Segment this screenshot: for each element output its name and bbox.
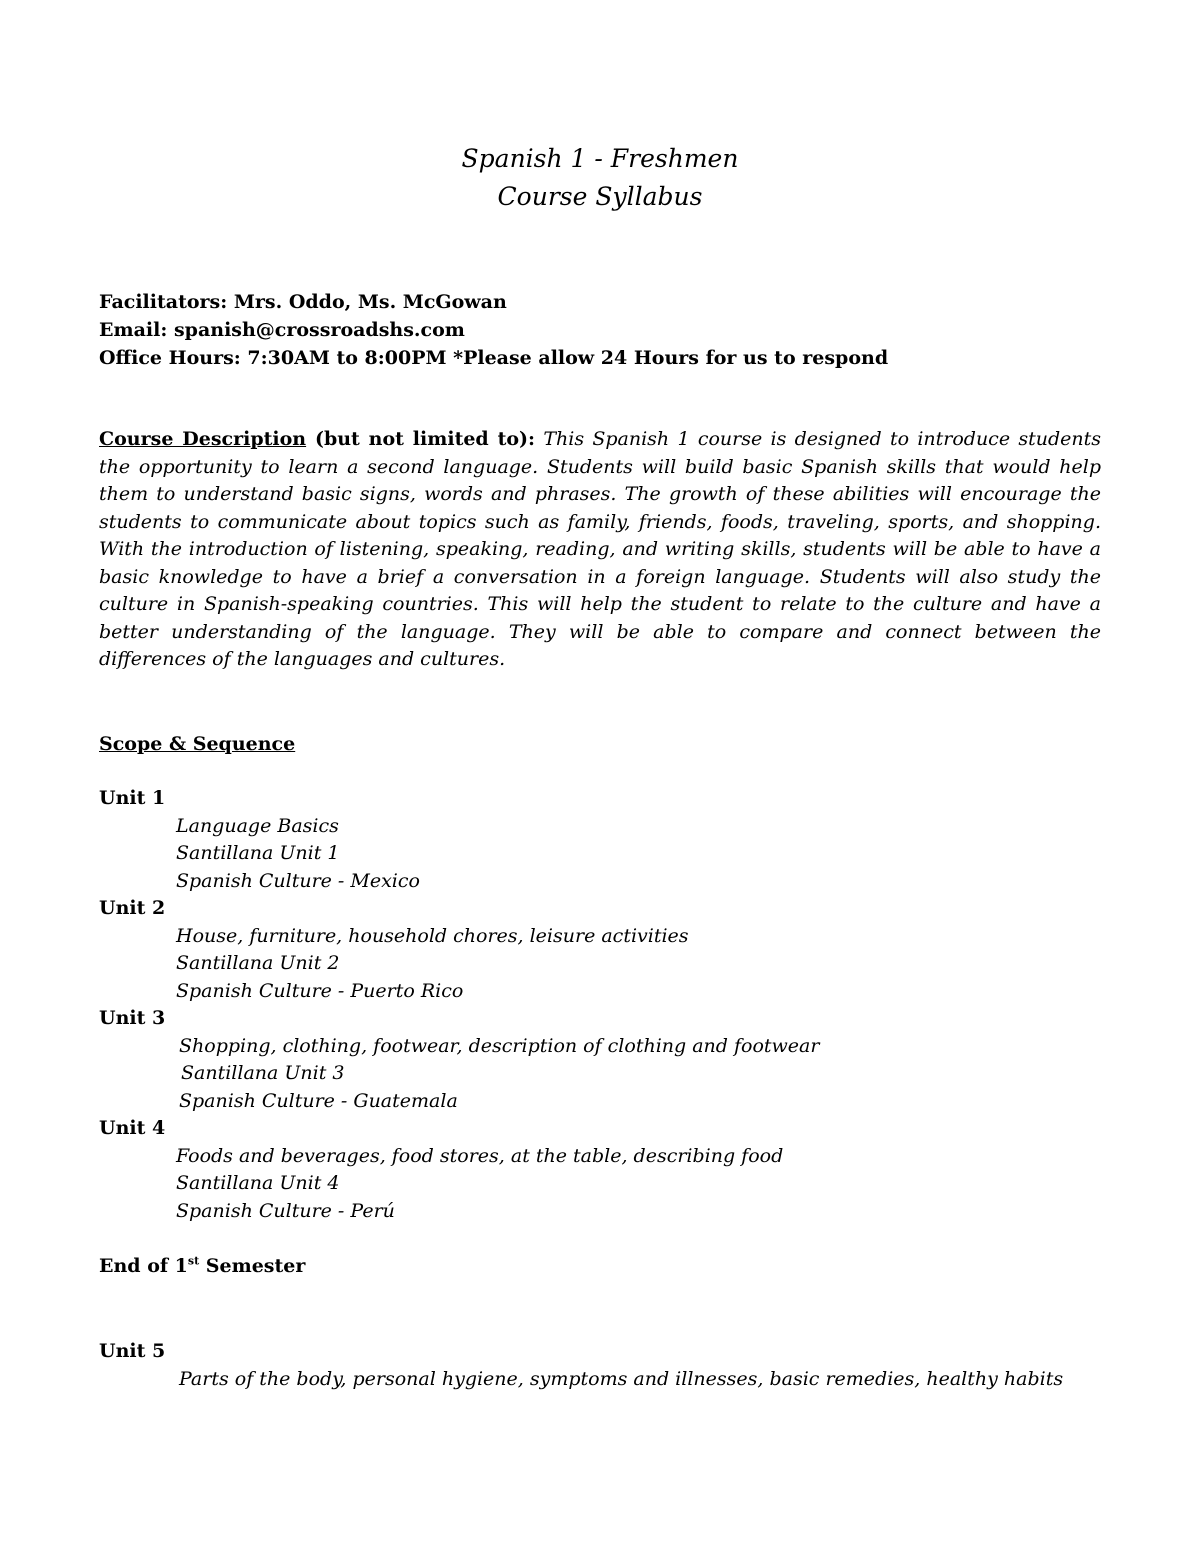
course-description-heading-qualifier: (but not limited to): [306, 428, 536, 450]
email-line: Email: spanish@crossroadshs.com [99, 319, 465, 341]
page-title: Spanish 1 - Freshmen [461, 144, 739, 173]
unit-item: Santillana Unit 1 [176, 842, 340, 864]
unit-item: Shopping, clothing, footwear, description of clothing and footwear [179, 1034, 820, 1057]
unit-3 [99, 1005, 1109, 1115]
facilitators-line: Facilitators: Mrs. Oddo, Ms. McGowan [99, 291, 507, 313]
unit-item: Santillana Unit 4 [176, 1172, 340, 1194]
unit-5 [99, 1337, 1109, 1393]
unit-title: Unit 1 [99, 787, 166, 809]
unit-item: Spanish Culture - Guatemala [179, 1089, 458, 1112]
unit-1 [99, 785, 1109, 895]
semester-end-suffix: Semester [199, 1255, 306, 1277]
unit-2 [99, 895, 1109, 1005]
unit-item: Parts of the body, personal hygiene, symptoms and illnesses, basic remedies, healthy habits [179, 1368, 1064, 1390]
unit-item: Foods and beverages, food stores, at the table, describing food [176, 1144, 784, 1167]
title-block [0, 140, 1200, 216]
contact-info [99, 288, 888, 372]
unit-item: Santillana Unit 3 [181, 1062, 345, 1084]
unit-item: House, furniture, household chores, leisure activities [176, 924, 689, 947]
office-hours-line: Office Hours: 7:30AM to 8:00PM *Please allow 24 Hours for us to respond [99, 347, 889, 369]
course-description-body: This Spanish 1 course is designed to introduce students the opportunity to learn a second language. Students will build basic Spanish skills that would help them to understand basic signs, words and phrases. The growth of these abilities will encourage the students to communicate about topics such as family, friends, foods, traveling, sports, and shopping. With the introduction of listening, speaking, reading, and writing skills, students will be able to have a basic knowledge to have a brief a conversation in a foreign language. Students will also study the culture in Spanish-speaking countries. This will help the student to relate to the culture and have a better understanding of the language. They will be able to compare and connect between the differences of the languages and cultures. [99, 428, 1102, 670]
unit-title: Unit 5 [99, 1340, 166, 1362]
page-subtitle: Course Syllabus [497, 182, 703, 211]
semester-end-heading [99, 1253, 305, 1280]
unit-item: Language Basics [176, 814, 339, 837]
unit-list [99, 785, 1109, 1225]
unit-item: Spanish Culture - Perú [176, 1199, 395, 1222]
semester-end-prefix: End of 1 [99, 1255, 188, 1277]
unit-title: Unit 3 [99, 1007, 166, 1029]
scope-sequence-heading: Scope & Sequence [99, 733, 296, 755]
unit-item: Santillana Unit 2 [176, 952, 340, 974]
unit-item: Spanish Culture - Mexico [176, 869, 420, 892]
unit-title: Unit 2 [99, 897, 166, 919]
unit-item: Spanish Culture - Puerto Rico [176, 979, 464, 1002]
semester-end-ordinal: st [187, 1254, 200, 1268]
unit-title: Unit 4 [99, 1117, 166, 1139]
unit-4 [99, 1115, 1109, 1225]
course-description-heading: Course Description [99, 428, 307, 450]
course-description [99, 426, 1101, 674]
